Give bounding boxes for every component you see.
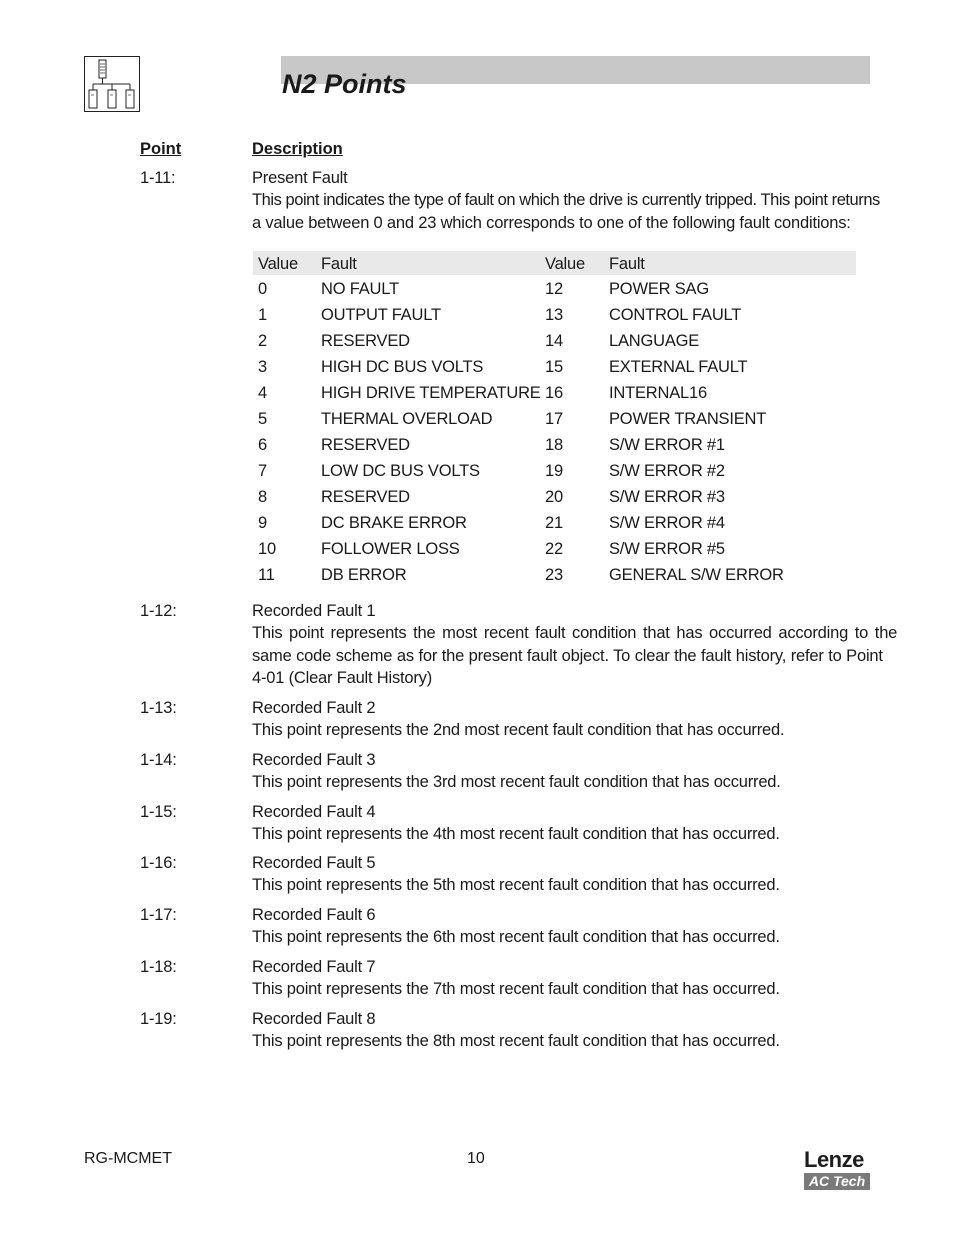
point-name: Recorded Fault 7 [252,958,376,976]
document-id: RG-MCMET [84,1150,172,1167]
page-title: N2 Points [282,69,407,99]
brand-name: Lenze [804,1147,864,1172]
point-description: This point represents the 3rd most recent fault condition that has occurred. [252,773,781,791]
fault-value: 11 [258,566,275,584]
fault-value: 7 [258,462,267,480]
fault-value: 0 [258,280,267,298]
fault-name: S/W ERROR #1 [609,436,725,454]
fault-value: 17 [545,410,563,428]
point-id: 1-12: [140,602,177,620]
fault-name: S/W ERROR #2 [609,462,725,480]
fault-value: 1 [258,306,267,324]
fault-value: 2 [258,332,267,350]
fault-name: RESERVED [321,488,410,506]
point-name: Recorded Fault 4 [252,803,376,821]
point-description: This point represents the 8th most recent fault condition that has occurred. [252,1032,780,1050]
fault-name: S/W ERROR #5 [609,540,725,558]
lenze-actech-logo [804,1148,870,1190]
fault-name: EXTERNAL FAULT [609,358,748,376]
fault-value: 10 [258,540,276,558]
fault-value: 6 [258,436,267,454]
fault-value: 9 [258,514,267,532]
point-description: 4-01 (Clear Fault History) [252,669,433,687]
point-description: This point represents the 2nd most recent fault condition that has occurred. [252,721,785,739]
fault-name: LANGUAGE [609,332,700,350]
fault-value: 21 [545,514,563,532]
point-description: a value between 0 and 23 which corresponds to one of the following fault conditions: [252,214,851,232]
fault-name: POWER TRANSIENT [609,410,767,428]
point-name: Recorded Fault 5 [252,854,376,872]
point-description: This point indicates the type of fault on which the drive is currently tripped. This point returns [252,191,880,209]
point-id: 1-16: [140,854,177,872]
fault-name: RESERVED [321,332,410,350]
fault-name: HIGH DRIVE TEMPERATURE [321,384,541,402]
fault-value: 4 [258,384,267,402]
fault-value: 22 [545,540,563,558]
fault-value: 20 [545,488,563,506]
fault-name: S/W ERROR #3 [609,488,725,506]
description-column-header: Description [252,140,343,158]
fault-name: DC BRAKE ERROR [321,514,467,532]
network-diagram-icon [84,56,140,112]
point-name: Recorded Fault 1 [252,602,376,620]
point-description: same code scheme as for the present fault object. To clear the fault history, refer to Point [252,647,883,665]
fault-name: S/W ERROR #4 [609,514,725,532]
fault-name: THERMAL OVERLOAD [321,410,493,428]
point-id: 1-17: [140,906,177,924]
point-id: 1-11: [140,169,176,187]
fault-name: NO FAULT [321,280,399,298]
sub-brand-name: AC Tech [804,1173,870,1190]
point-id: 1-13: [140,699,177,717]
fault-name: GENERAL S/W ERROR [609,566,784,584]
point-id: 1-14: [140,751,177,769]
fault-value: 18 [545,436,563,454]
point-name: Recorded Fault 6 [252,906,376,924]
fault-value: 16 [545,384,563,402]
fault-value: 3 [258,358,267,376]
fault-value: 23 [545,566,563,584]
point-id: 1-15: [140,803,177,821]
fault-name: DB ERROR [321,566,407,584]
fault-value: 12 [545,280,563,298]
point-name: Recorded Fault 3 [252,751,376,769]
point-id: 1-19: [140,1010,177,1028]
fault-name: FOLLOWER LOSS [321,540,460,558]
fault-value: 13 [545,306,563,324]
point-description: This point represents the most recent fault condition that has occurred according to the [252,624,898,642]
fault-name: HIGH DC BUS VOLTS [321,358,484,376]
table-header-cell: Value [545,255,585,273]
fault-name: POWER SAG [609,280,709,298]
table-header-cell: Fault [321,255,357,273]
fault-name: CONTROL FAULT [609,306,742,324]
table-header-cell: Fault [609,255,645,273]
point-name: Present Fault [252,169,348,187]
fault-value: 15 [545,358,563,376]
fault-value: 14 [545,332,563,350]
fault-name: INTERNAL16 [609,384,707,402]
point-description: This point represents the 7th most recent fault condition that has occurred. [252,980,780,998]
fault-name: OUTPUT FAULT [321,306,441,324]
point-id: 1-18: [140,958,177,976]
point-description: This point represents the 6th most recent fault condition that has occurred. [252,928,780,946]
fault-value: 5 [258,410,267,428]
point-column-header: Point [140,140,182,158]
point-description: This point represents the 5th most recent fault condition that has occurred. [252,876,780,894]
fault-name: LOW DC BUS VOLTS [321,462,480,480]
point-name: Recorded Fault 2 [252,699,376,717]
point-description: This point represents the 4th most recent fault condition that has occurred. [252,825,780,843]
point-name: Recorded Fault 8 [252,1010,376,1028]
table-header-cell: Value [258,255,298,273]
fault-value: 8 [258,488,267,506]
fault-name: RESERVED [321,436,410,454]
fault-value: 19 [545,462,563,480]
page-number: 10 [467,1150,485,1167]
